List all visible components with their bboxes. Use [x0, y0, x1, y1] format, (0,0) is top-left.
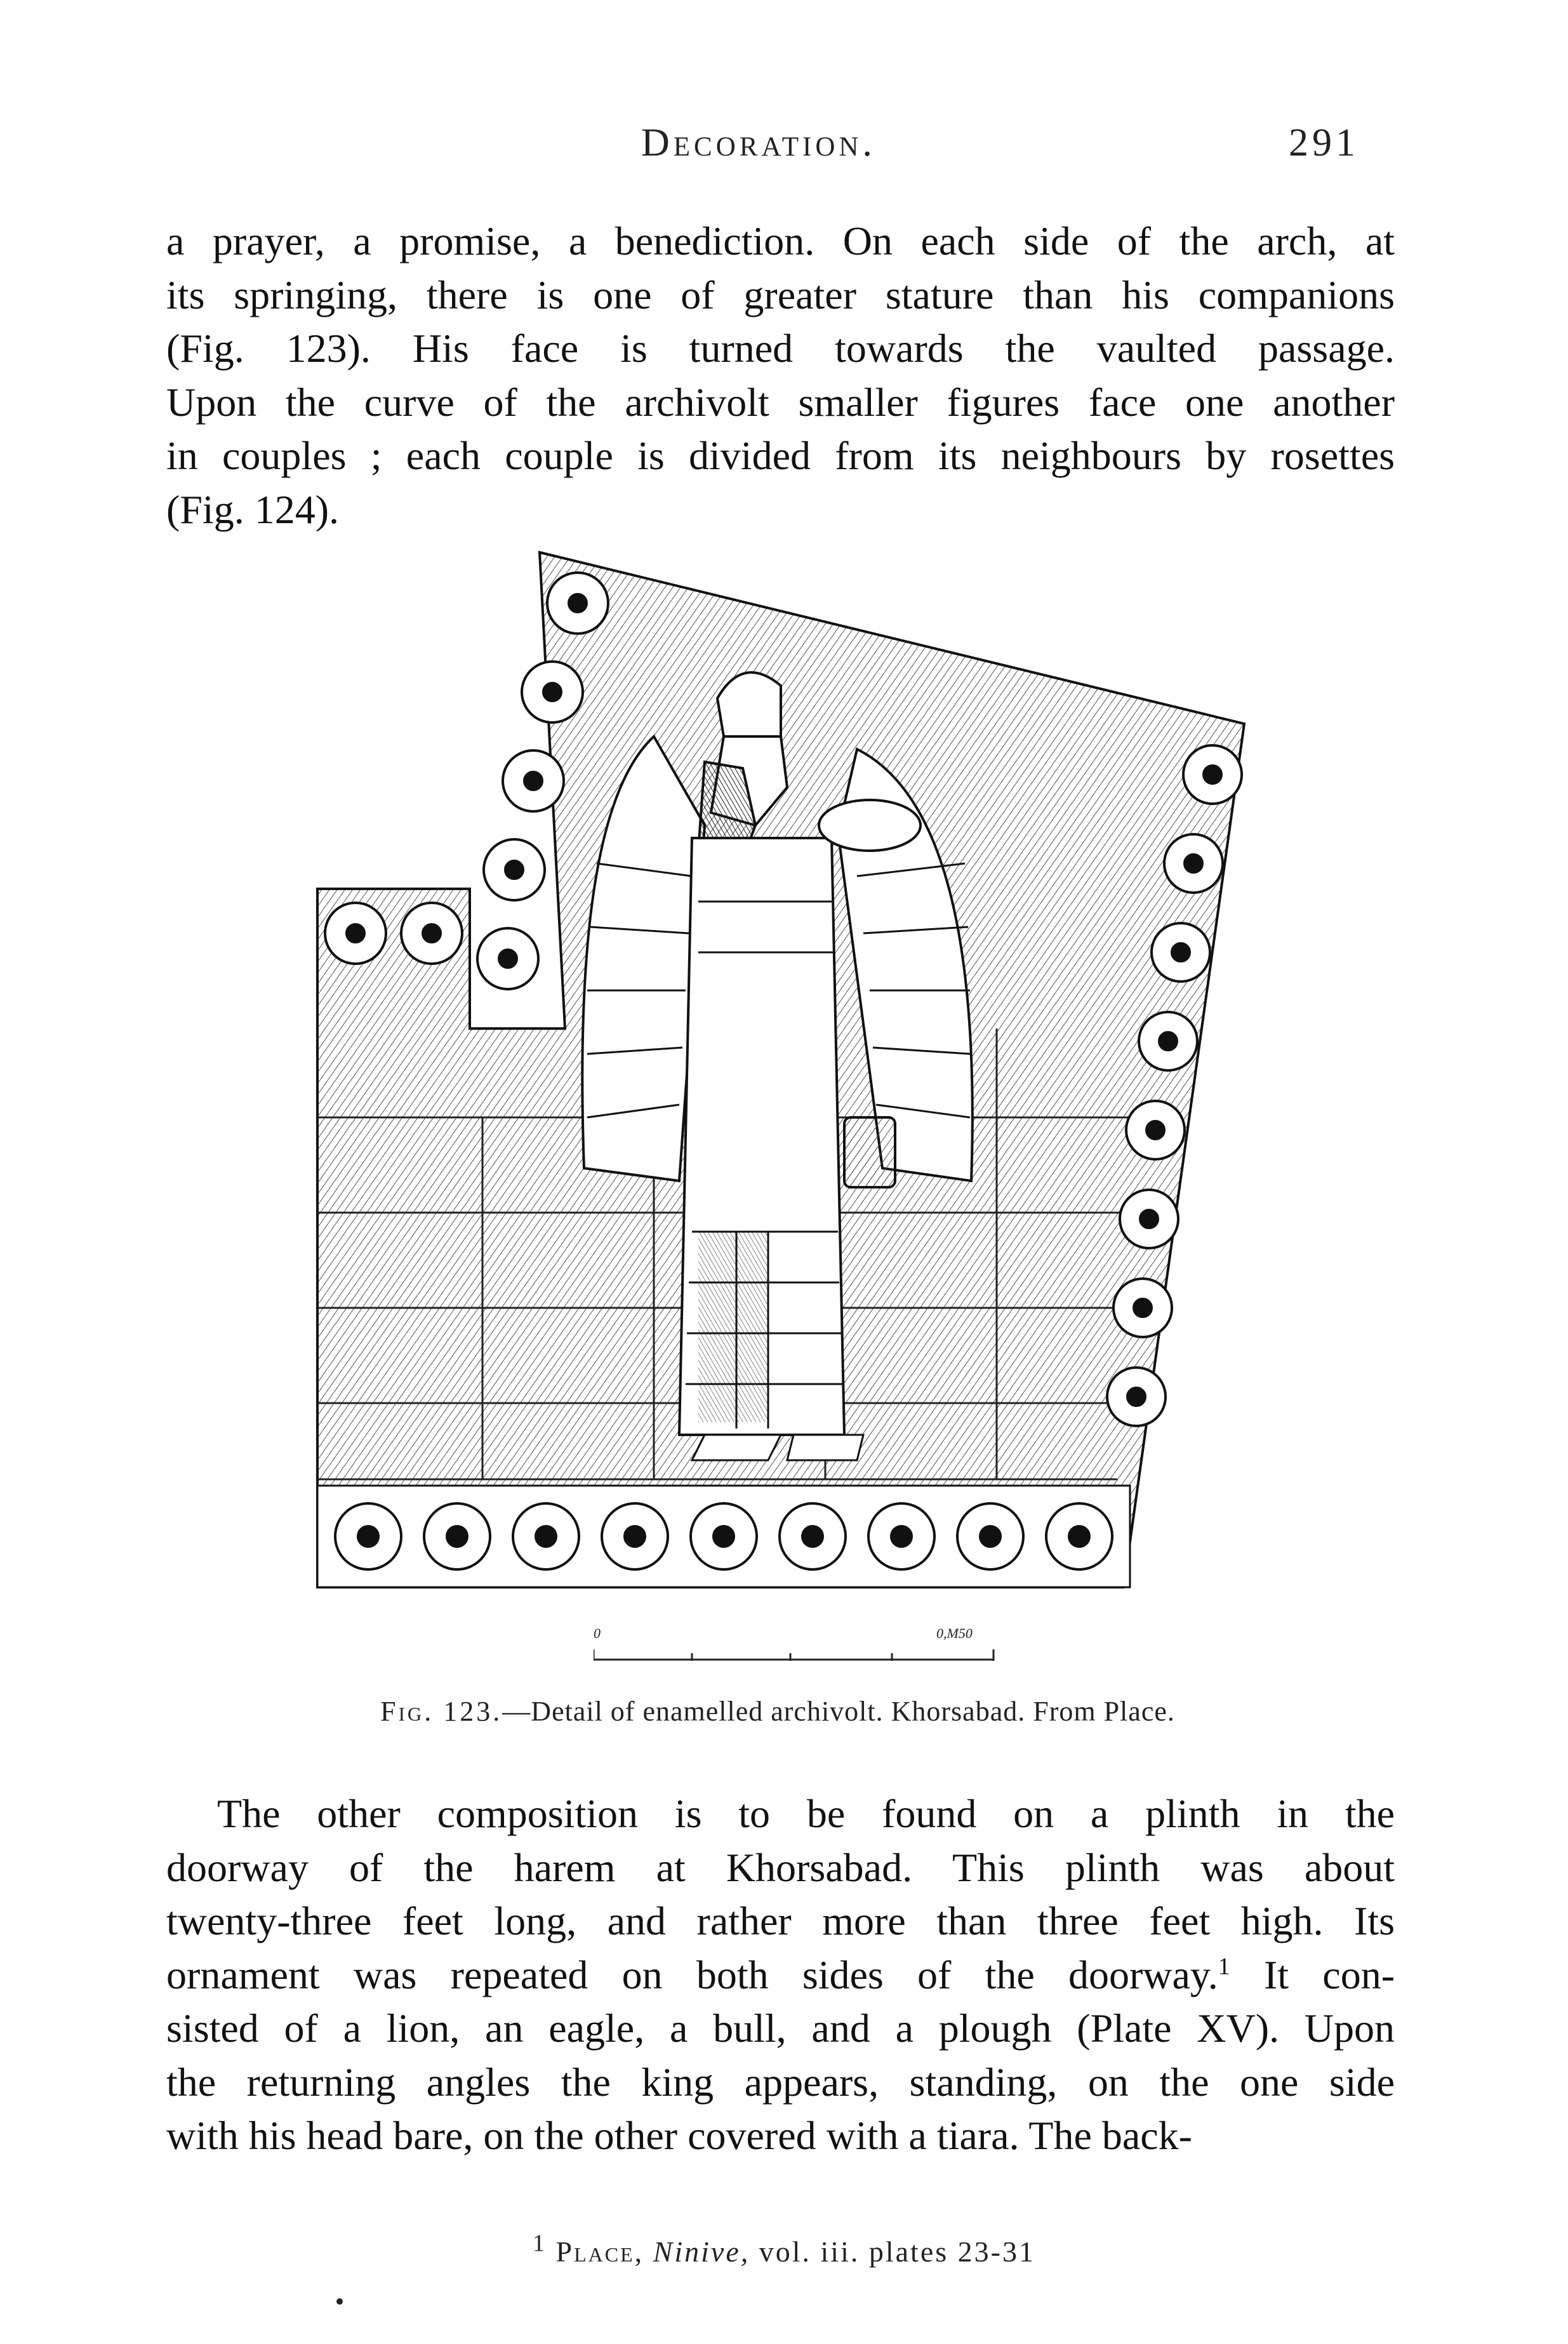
running-title: Decoration.	[641, 121, 876, 164]
scale-bar-graphic	[594, 1624, 1000, 1675]
text-line: a prayer, a promise, a benediction. On each side of the arch, at	[166, 218, 1395, 263]
footnote-title: Ninive,	[653, 2235, 750, 2268]
text-line: twenty-three feet long, and rather more than three feet high. Its	[166, 1898, 1395, 1943]
scale-start-label: 0	[594, 1625, 601, 1641]
rosettes	[335, 1503, 1112, 1569]
figure-123-illustration	[298, 546, 1257, 1600]
text-line: (Fig. 124).	[166, 486, 339, 532]
pine-cone-offering	[819, 800, 920, 851]
text-line: in couples ; each couple is divided from its neighbours by rosettes	[166, 433, 1395, 478]
bucket	[844, 1117, 895, 1187]
scale-end-label: 0,M50	[936, 1625, 973, 1641]
scale-bar	[594, 1624, 1000, 1675]
stray-mark	[336, 2298, 343, 2305]
caption-text: —Detail of enamelled archivolt. Khorsabad. From Place.	[502, 1696, 1175, 1727]
right-foot	[787, 1435, 863, 1460]
footnote	[0, 2230, 1568, 2268]
text-line: The other composition is to be found on a plinth in the	[217, 1791, 1395, 1836]
text-line: (Fig. 123). His face is turned towards the vaulted passage.	[166, 326, 1395, 371]
archivolt-engraving	[298, 546, 1257, 1600]
paragraph-2	[166, 1787, 1395, 2163]
text-line	[166, 1948, 1395, 2002]
figure-caption	[298, 1695, 1257, 1728]
text-line: sisted of a lion, an eagle, a bull, and a plough (Plate XV). Upon	[166, 2006, 1395, 2051]
page-number: 291	[1289, 121, 1359, 164]
text-segment: ornament was repeated on both sides of the doorway.	[166, 1952, 1218, 1997]
footnote-reference-text: vol. iii. plates 23-31	[759, 2235, 1035, 2268]
text-line: its springing, there is one of greater stature than his companions	[166, 272, 1395, 317]
text-line: the returning angles the king appears, standing, on the one side	[166, 2059, 1395, 2105]
text-segment: It con-	[1230, 1952, 1395, 1997]
footnote-author: Place,	[555, 2235, 644, 2268]
left-foot	[692, 1435, 781, 1460]
text-line: Upon the curve of the archivolt smaller figures face one another	[166, 379, 1395, 425]
fringed-skirt	[698, 1232, 768, 1422]
paragraph-1	[166, 215, 1395, 536]
footnote-marker: 1	[533, 2230, 547, 2257]
text-line: doorway of the harem at Khorsabad. This plinth was about	[166, 1844, 1395, 1890]
figure-label: Fig. 123.	[380, 1696, 503, 1727]
footnote-reference: 1	[1218, 1953, 1230, 1980]
text-line: with his head bare, on the other covered with a tiara. The back-	[166, 2113, 1192, 2158]
running-head	[0, 121, 1568, 165]
